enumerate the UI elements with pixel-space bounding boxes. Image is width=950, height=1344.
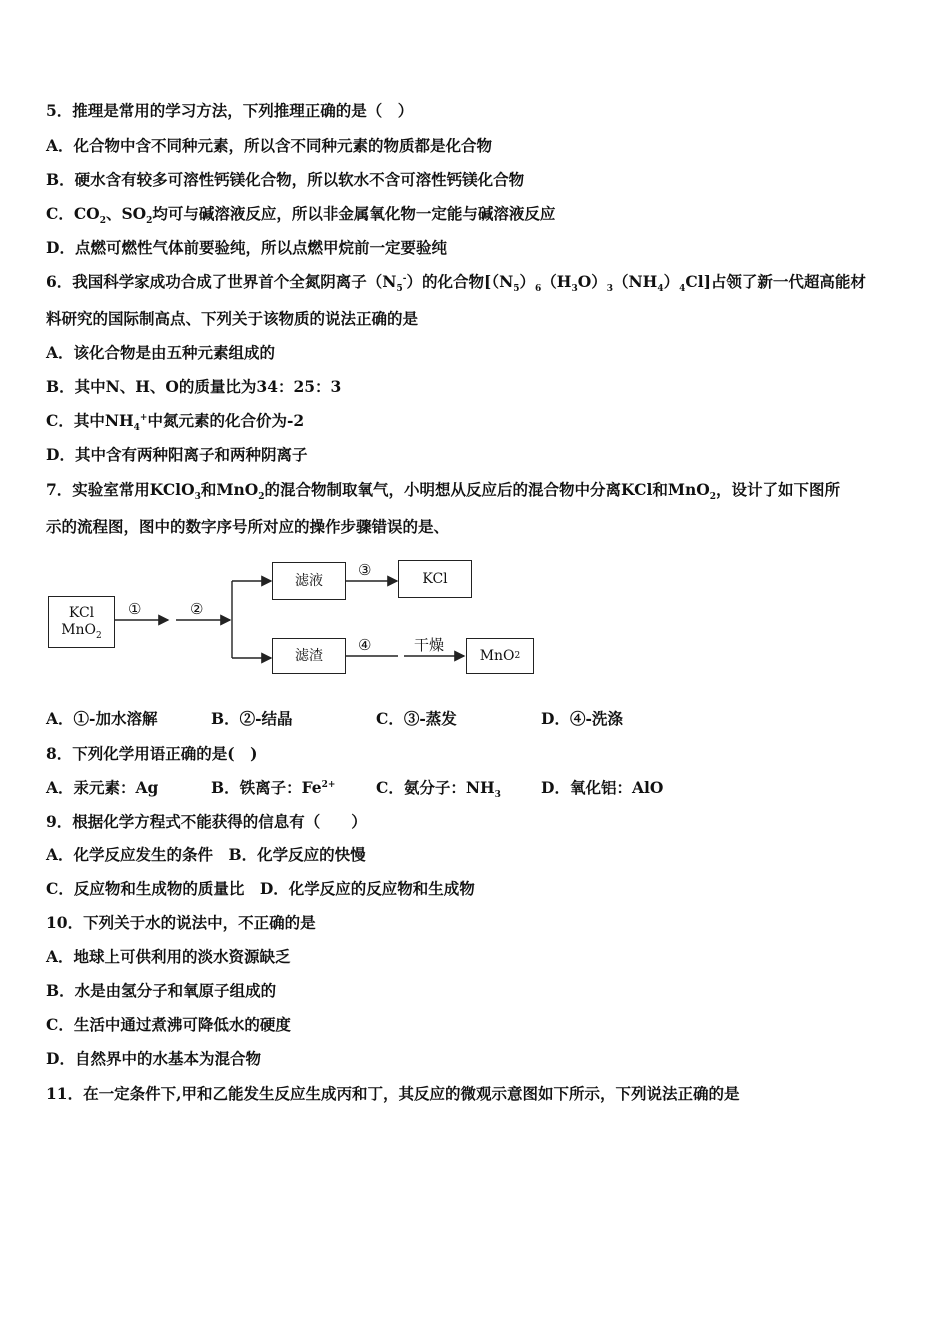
q6-c-pre: C．其中NH [46, 411, 134, 430]
q8-c-sub: 3 [494, 790, 501, 801]
q8-option-c [376, 778, 501, 801]
residue-box: 滤渣 [272, 638, 346, 674]
step3-label: ③ [358, 561, 372, 579]
q6-s1-sub: 5 [396, 284, 403, 295]
q8-option-b [211, 778, 335, 798]
q6-option-d: D．其中含有两种阳离子和两种阴离子 [46, 445, 308, 464]
q9-stem: 9．根据化学方程式不能获得的信息有（ ） [46, 812, 367, 831]
q7-s3-sub: 2 [709, 492, 717, 503]
q8-b-pre: B．铁离子：Fe [211, 778, 322, 797]
start-box-line2 [61, 622, 102, 639]
q10-option-a: A．地球上可供利用的淡水资源缺乏 [46, 947, 291, 966]
q6-s7: ） [663, 272, 680, 291]
q5-option-d: D．点燃可燃性气体前要验纯，所以点燃甲烷前一定要验纯 [46, 238, 447, 257]
q6-option-b: B．其中N、H、O的质量比为34：25：3 [46, 377, 342, 396]
q8-c-pre: C．氨分子：NH [376, 778, 495, 797]
q8-stem: 8．下列化学用语正确的是( ) [46, 744, 258, 763]
q10-option-c: C．生活中通过煮沸可降低水的硬度 [46, 1015, 291, 1034]
q7-option-a: A．①-加水溶解 [46, 709, 158, 728]
q5-c-sub2: 2 [146, 216, 153, 227]
q9-options-cd: C．反应物和生成物的质量比 D．化学反应的反应物和生成物 [46, 879, 475, 898]
q6-stem-line2: 料研究的国际制高点、下列关于该物质的说法正确的是 [46, 309, 419, 328]
q8-option-d: D．氧化铝：AlO [541, 778, 664, 797]
start-box-mno: MnO [61, 622, 97, 638]
start-box-line1: KCl [68, 605, 95, 621]
q6-s6-sub: 4 [657, 284, 664, 295]
q7-s1: 7．实验室常用KClO [46, 480, 195, 499]
mno2-box: MnO 2 [466, 638, 534, 674]
q6-s2-sub: 5 [513, 284, 520, 295]
q5-stem: 5．推理是常用的学习方法，下列推理正确的是（ ） [46, 101, 414, 120]
q6-s7-sub: 4 [679, 284, 686, 295]
q11-stem: 11．在一定条件下,甲和乙能发生反应生成丙和丁，其反应的微观示意图如下所示，下列说法正确的是 [46, 1084, 740, 1103]
q6-s3-sub: 6 [535, 284, 542, 295]
q10-stem: 10．下列关于水的说法中，不正确的是 [46, 913, 316, 932]
q5-c-post: 均可与碱溶液反应，所以非金属氧化物一定能与碱溶液反应 [152, 204, 556, 223]
q8-option-a: A．汞元素：Ag [46, 778, 159, 797]
q5-option-c [46, 204, 556, 227]
q6-s1: 6．我国科学家成功合成了世界首个全氮阴离子（N [46, 272, 397, 291]
q6-s4: （H [541, 272, 572, 291]
mno2-box-text: MnO [479, 647, 515, 664]
q7-s3: 的混合物制取氧气，小明想从反应后的混合物中分离KCl和MnO [264, 480, 710, 499]
q7-s2-sub: 2 [258, 492, 265, 503]
q7-stem-line1 [46, 480, 841, 503]
q6-s5-sub: 3 [606, 284, 613, 295]
q6-option-c [46, 411, 305, 434]
q6-c-sub: 4 [133, 423, 140, 434]
kcl-box: KCl [398, 560, 472, 598]
q6-s5: O） [577, 272, 607, 291]
q6-s2: ）的化合物[（N [406, 272, 514, 291]
q7-option-b: B．②-结晶 [211, 709, 293, 728]
q5-c-pre: C．CO [46, 204, 100, 223]
q6-c-sup: + [139, 412, 148, 423]
q5-option-b: B．硬水含有较多可溶性钙镁化合物，所以软水不含可溶性钙镁化合物 [46, 170, 525, 189]
step1-label: ① [128, 600, 142, 618]
step4-label: ④ [358, 636, 372, 654]
q6-s6: （NH [613, 272, 658, 291]
q7-option-d: D．④-洗涤 [541, 709, 623, 728]
q7-s4: ，设计了如下图所 [716, 480, 841, 499]
start-box-sub: 2 [96, 630, 102, 641]
q6-stem-line1 [46, 272, 866, 295]
q5-c-mid: 、SO [105, 204, 147, 223]
filtrate-box: 滤液 [272, 562, 346, 600]
q5-c-sub1: 2 [99, 216, 106, 227]
q6-s1-sup: - [402, 273, 407, 284]
q7-s1-sub: 3 [194, 492, 201, 503]
q8-b-sup: 2+ [321, 779, 336, 790]
q9-options-ab: A．化学反应发生的条件 B．化学反应的快慢 [46, 845, 366, 864]
dry-label: 干燥 [414, 636, 445, 654]
q6-c-post: 中氮元素的化合价为-2 [147, 411, 305, 430]
q6-s4-sub: 3 [571, 284, 578, 295]
start-box [48, 596, 115, 648]
step2-label: ② [190, 600, 204, 618]
q6-s3: ） [519, 272, 536, 291]
q7-stem-line2: 示的流程图，图中的数字序号所对应的操作步骤错误的是、 [46, 517, 450, 536]
q7-s2: 和MnO [200, 480, 259, 499]
q6-option-a: A．该化合物是由五种元素组成的 [46, 343, 276, 362]
q10-option-d: D．自然界中的水基本为混合物 [46, 1049, 261, 1068]
q7-option-c: C．③-蒸发 [376, 709, 457, 728]
q6-s8: Cl]占领了新一代超高能材 [685, 272, 866, 291]
q5-option-a: A．化合物中含不同种元素，所以含不同种元素的物质都是化合物 [46, 136, 493, 155]
q7-flow-diagram [40, 548, 560, 698]
q10-option-b: B．水是由氢分子和氧原子组成的 [46, 981, 277, 1000]
